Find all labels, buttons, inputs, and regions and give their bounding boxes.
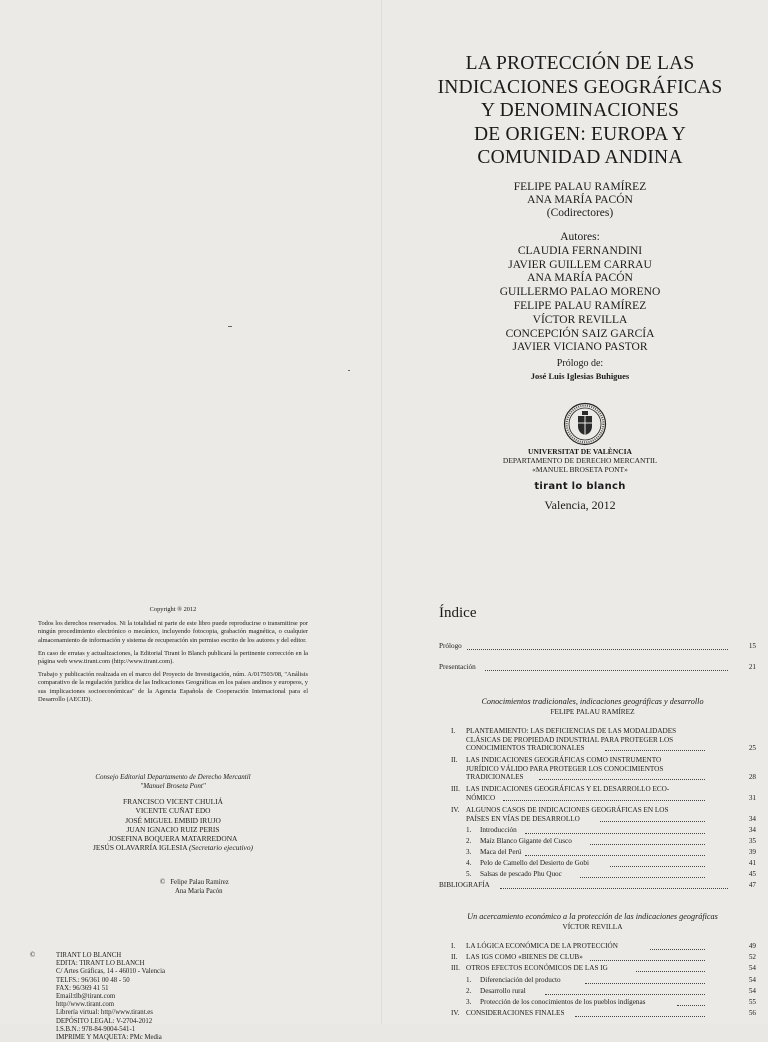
toc-number: II. — [451, 953, 458, 961]
section-author: FELIPE PALAU RAMÍREZ — [550, 706, 635, 716]
prologue-author: José Luis Iglesias Buhigues — [530, 371, 630, 381]
publisher-line: TELFS.: 96/361 00 48 - 50 — [56, 976, 130, 984]
prologue-credit — [400, 358, 760, 382]
directors — [400, 181, 760, 220]
university-block — [400, 447, 760, 474]
department-name: DEPARTAMENTO DE DERECHO MERCANTIL — [502, 456, 658, 465]
author-name: FELIPE PALAU RAMÍREZ — [513, 299, 647, 312]
toc-subentry: Protección de los conocimientos de los pueblos indígenas — [480, 998, 646, 1006]
toc-entry-line: ALGUNOS CASOS DE INDICACIONES GEOGRÁFICAS EN LOS — [466, 806, 669, 814]
toc-page: 34 — [748, 815, 756, 823]
toc-subnumber: 2. — [466, 837, 472, 845]
toc-subnumber: 5. — [466, 870, 472, 878]
publisher-line: Email:tlb@tirant.com — [56, 993, 116, 1001]
copyright-paragraph: Trabajo y publicación realizada en el marco del Proyecto de Investigación, núm. A/017503/08, "Análisis comparativo de la regulación jurídica de las Indicaciones Geográficas en los países andinos y europeos, y sus implicaciones socioeconómicas" de la Agencia Española de Cooperación Internacional para el Desarrollo (AECID). — [38, 671, 308, 703]
toc-subentry: Diferenciación del producto — [480, 976, 561, 984]
toc-page: 47 — [748, 881, 756, 889]
toc-leader — [605, 750, 705, 751]
author-name: CONCEPCIÓN SAIZ GARCÍA — [505, 327, 655, 340]
copyright-symbol: © — [30, 952, 36, 959]
toc-leader — [585, 983, 705, 984]
toc-entry-line: CONOCIMIENTOS TRADICIONALES — [466, 744, 585, 753]
toc-leader — [525, 855, 705, 856]
toc-page: 54 — [748, 964, 756, 972]
toc-page: 34 — [748, 826, 756, 834]
toc-label: BIBLIOGRAFÍA — [439, 881, 490, 889]
toc-subnumber: 3. — [466, 848, 472, 856]
toc-number: III. — [451, 785, 460, 793]
toc-entry: CONSIDERACIONES FINALES — [466, 1009, 565, 1017]
title-line: DE ORIGEN: EUROPA Y — [474, 123, 686, 145]
toc-subnumber: 3. — [466, 998, 472, 1006]
publisher-line: C/ Artes Gráficas, 14 - 46010 - Valencia — [56, 968, 165, 976]
publisher-line: Librería virtual: http//www.tirant.es — [56, 1009, 153, 1017]
authors — [400, 231, 760, 355]
copyright-symbol: © — [160, 879, 166, 886]
publisher-line: DEPÓSITO LEGAL: V-2704-2012 — [56, 1017, 153, 1025]
toc-subentry: Maíz Blanco Gigante del Cusco — [480, 837, 572, 845]
toc-entry-line: CLÁSICAS DE PROPIEDAD INDUSTRIAL PARA PROTEGER LOS — [466, 735, 674, 744]
toc-page: 39 — [748, 848, 756, 856]
toc-page: 41 — [748, 859, 756, 867]
toc-entry-line: LAS INDICACIONES GEOGRÁFICAS COMO INSTRUMENTO — [466, 756, 662, 764]
toc-number: III. — [451, 964, 460, 972]
toc-number: I. — [451, 942, 456, 950]
toc-subentry: Salsas de pescado Phu Quoc — [480, 870, 562, 878]
council-subtitle: "Manuel Broseta Pont" — [140, 782, 206, 790]
publisher-line: FAX: 96/369 41 51 — [56, 984, 109, 992]
toc-subentry: Introducción — [480, 826, 517, 834]
rights-holders — [160, 879, 229, 896]
toc-entry-line: LAS INDICACIONES GEOGRÁFICAS Y EL DESARROLLO ECO- — [466, 785, 670, 793]
holder-name: Ana María Pacón — [175, 887, 223, 895]
council-member: JOSEFINA BOQUERA MATARREDONA — [108, 834, 238, 844]
publisher-line: http//www.tirant.com — [56, 1001, 115, 1009]
council-member: JOSÉ MIGUEL EMBID IRUJO — [125, 815, 221, 825]
secretary-name: JESÚS OLAVARRÍA IGLESIA — [92, 843, 188, 853]
publisher-line: EDITA: TIRANT LO BLANCH — [56, 960, 145, 968]
author-name: CLAUDIA FERNANDINI — [517, 244, 643, 257]
toc-leader — [545, 994, 705, 995]
toc-entry-line: PAÍSES EN VÍAS DE DESARROLLO — [466, 814, 580, 823]
toc-leader — [500, 888, 728, 889]
title-line: INDICACIONES GEOGRÁFICAS — [437, 76, 723, 98]
toc-leader — [677, 1005, 705, 1006]
page-fold — [381, 0, 383, 1024]
toc-leader — [600, 821, 705, 822]
toc-page: 28 — [748, 773, 756, 781]
toc-leader — [467, 649, 728, 650]
prologue-label: Prólogo de: — [556, 358, 604, 369]
editorial-council — [38, 773, 308, 853]
publisher-info — [30, 952, 165, 1042]
toc-leader — [610, 866, 705, 867]
book-title — [400, 52, 760, 170]
publisher-line: IMPRIME Y MAQUETA: PMc Media — [56, 1034, 162, 1042]
toc-page: 21 — [748, 663, 756, 671]
index-title: Índice — [439, 605, 477, 621]
holder-name: Felipe Palau Ramírez — [170, 879, 229, 886]
director-name: ANA MARÍA PACÓN — [527, 194, 633, 206]
title-line: Y DENOMINACIONES — [480, 100, 679, 121]
toc-entry-line: NÓMICO — [466, 793, 496, 802]
scan-speck — [228, 326, 232, 327]
toc-entry-line: TRADICIONALES — [466, 773, 524, 782]
toc-section-header — [430, 697, 755, 716]
council-secretary — [38, 843, 308, 852]
publisher-logo: tirant lo blanch — [534, 481, 626, 492]
authors-label: Autores: — [560, 231, 600, 243]
toc-entry-line: JURÍDICO VÁLIDO PARA PROTEGER LOS CONOCIMIENTOS — [466, 764, 664, 773]
toc-subentry: Pelo de Camello del Desierto de Gobi — [480, 859, 589, 867]
author-name: JAVIER GUILLEM CARRAU — [508, 258, 652, 271]
toc-label: Presentación — [439, 663, 476, 671]
toc-entry: LAS IGS COMO «BIENES DE CLUB» — [466, 953, 583, 961]
toc-number: I. — [451, 727, 456, 735]
department-honoree: «MANUEL BROSETA PONT» — [532, 465, 628, 474]
toc-leader — [636, 971, 705, 972]
toc-leader — [525, 833, 705, 834]
toc-page: 45 — [748, 870, 756, 878]
toc-subentry: Maca del Perú — [480, 848, 522, 856]
toc-number: II. — [451, 756, 458, 764]
section-title: Conocimientos tradicionales, indicaciones geográficas y desarrollo — [481, 697, 704, 706]
author-name: GUILLERMO PALAO MORENO — [499, 286, 661, 299]
scan-speck — [348, 370, 350, 371]
council-title: Consejo Editorial Departamento de Derecho Mercantil — [95, 773, 251, 781]
toc-page: 52 — [748, 953, 756, 961]
author-name: JAVIER VICIANO PASTOR — [512, 341, 648, 354]
secretary-role: (Secretario ejecutivo) — [189, 843, 253, 853]
toc-number: IV. — [451, 806, 460, 814]
toc-subnumber: 1. — [466, 976, 472, 984]
toc-page: 25 — [748, 744, 756, 752]
toc-page: 49 — [748, 942, 756, 950]
toc-label: Prólogo — [439, 642, 462, 650]
council-member: FRANCISCO VICENT CHULIÁ — [123, 797, 223, 806]
toc-subnumber: 2. — [466, 987, 472, 995]
publisher-line: I.S.B.N.: 978-84-9004-541-1 — [56, 1025, 136, 1033]
toc-page: 55 — [748, 998, 756, 1006]
toc-leader — [580, 877, 705, 878]
toc-page: 35 — [748, 837, 756, 845]
toc-leader — [590, 960, 705, 961]
toc-page: 15 — [748, 642, 756, 650]
toc-entry-line: PLANTEAMIENTO: LAS DEFICIENCIAS DE LAS MODALIDADES — [466, 727, 677, 735]
copyright-paragraph: En caso de erratas y actualizaciones, la Editorial Tirant lo Blanch publicará la pertinente corrección en la página web www.tirant.com (http://www.tirant.com). — [38, 649, 308, 666]
title-line: LA PROTECCIÓN DE LAS — [465, 53, 695, 74]
toc-leader — [650, 949, 705, 950]
toc-section-header — [430, 912, 755, 931]
section-title: Un acercamiento económico a la protección de las indicaciones geográficas — [467, 912, 718, 921]
toc-number: IV. — [451, 1009, 460, 1017]
title-line: COMUNIDAD ANDINA — [477, 147, 683, 168]
council-members — [38, 797, 308, 853]
section-author: VÍCTOR REVILLA — [562, 921, 623, 931]
publisher-line: TIRANT LO BLANCH — [56, 952, 122, 959]
author-name: ANA MARÍA PACÓN — [527, 272, 633, 285]
toc-page: 54 — [748, 987, 756, 995]
toc-page: 56 — [748, 1009, 756, 1017]
toc-entry: OTROS EFECTOS ECONÓMICOS DE LAS IG — [466, 964, 608, 972]
toc-leader — [503, 800, 705, 801]
copyright-paragraph: Todos los derechos reservados. Ni la totalidad ni parte de este libro puede reproducirse o transmitirse por ningún procedimiento electrónico o mecánico, incluyendo fotocopia, grabación magnética, o cualquier almacenamiento de información y sistema de recuperación sin permiso escrito de los autores y del editor. — [38, 620, 308, 644]
director-name: FELIPE PALAU RAMÍREZ — [513, 181, 647, 193]
university-seal-icon — [563, 402, 607, 446]
university-name: UNIVERSITAT DE VALÈNCIA — [528, 447, 632, 456]
toc-page: 31 — [748, 794, 756, 802]
toc-leader — [485, 670, 728, 671]
copyright-notice — [38, 606, 308, 709]
copyright-title: Copyright ® 2012 — [149, 606, 197, 613]
toc-leader — [590, 844, 705, 845]
council-member: VICENTE CUÑAT EDO — [135, 806, 211, 816]
toc-entry — [466, 756, 663, 782]
author-name: VÍCTOR REVILLA — [532, 313, 628, 326]
council-member: JUAN IGNACIO RUIZ PERIS — [126, 824, 220, 834]
toc-leader — [575, 1016, 705, 1017]
toc-subentry: Desarrollo rural — [480, 987, 526, 995]
toc-subnumber: 4. — [466, 859, 472, 867]
toc-entry — [466, 727, 676, 753]
toc-entry: LA LÓGICA ECONÓMICA DE LA PROTECCIÓN — [466, 942, 618, 950]
toc-page: 54 — [748, 976, 756, 984]
place-year: Valencia, 2012 — [544, 498, 616, 512]
directors-role: (Codirectores) — [546, 207, 614, 219]
toc-leader — [539, 779, 705, 780]
toc-subnumber: 1. — [466, 826, 472, 834]
